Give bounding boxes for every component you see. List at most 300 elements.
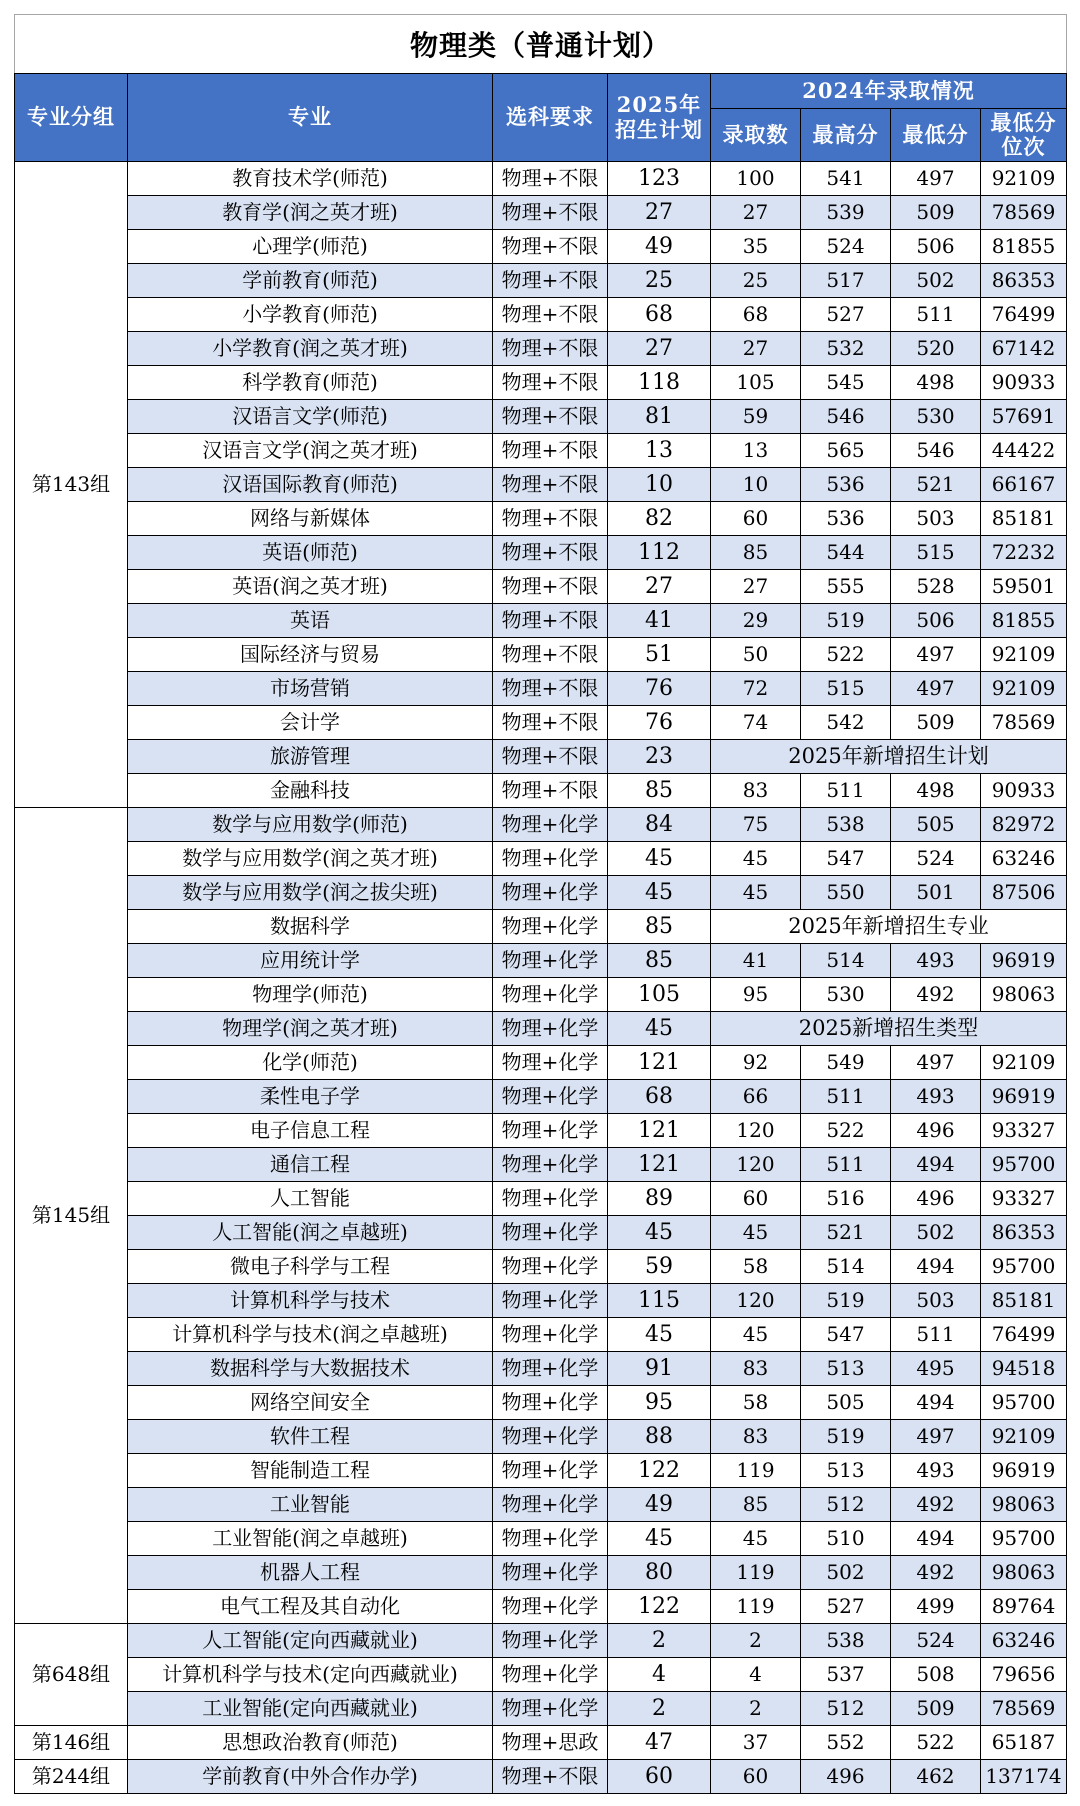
header-plan-2025: 2025年 招生计划 [608,74,711,162]
subject-requirement-cell: 物理+不限 [493,434,608,468]
min-score-rank-cell: 94518 [981,1352,1067,1386]
major-cell: 应用统计学 [128,944,493,978]
plan-2025-cell: 82 [608,502,711,536]
admitted-count-cell: 60 [711,502,801,536]
min-score-cell: 505 [891,808,981,842]
admitted-count-cell: 27 [711,332,801,366]
plan-2025-cell: 49 [608,230,711,264]
subject-requirement-cell: 物理+化学 [493,1080,608,1114]
plan-2025-cell: 25 [608,264,711,298]
min-score-cell: 524 [891,842,981,876]
min-score-cell: 509 [891,706,981,740]
admitted-count-cell: 58 [711,1250,801,1284]
plan-2025-cell: 118 [608,366,711,400]
major-cell: 小学教育(润之英才班) [128,332,493,366]
plan-2025-cell: 59 [608,1250,711,1284]
min-score-rank-cell: 78569 [981,706,1067,740]
max-score-cell: 555 [801,570,891,604]
subject-requirement-cell: 物理+化学 [493,1692,608,1726]
subject-requirement-cell: 物理+化学 [493,1182,608,1216]
min-score-rank-cell: 66167 [981,468,1067,502]
header-major: 专业 [128,74,493,162]
major-cell: 教育学(润之英才班) [128,196,493,230]
min-score-cell: 524 [891,1624,981,1658]
header-min-score: 最低分 [891,109,981,162]
subject-requirement-cell: 物理+不限 [493,604,608,638]
subject-requirement-cell: 物理+化学 [493,1284,608,1318]
subject-requirement-cell: 物理+化学 [493,1488,608,1522]
plan-2025-cell: 45 [608,1318,711,1352]
admitted-count-cell: 83 [711,774,801,808]
admitted-count-cell: 27 [711,570,801,604]
max-score-cell: 517 [801,264,891,298]
min-score-rank-cell: 65187 [981,1726,1067,1760]
min-score-rank-cell: 87506 [981,876,1067,910]
group-cell: 第143组 [15,162,128,808]
min-score-cell: 498 [891,774,981,808]
min-score-cell: 528 [891,570,981,604]
max-score-cell: 496 [801,1760,891,1794]
major-cell: 软件工程 [128,1420,493,1454]
min-score-cell: 494 [891,1522,981,1556]
min-score-rank-cell: 95700 [981,1386,1067,1420]
max-score-cell: 515 [801,672,891,706]
min-score-cell: 506 [891,230,981,264]
min-score-rank-cell: 67142 [981,332,1067,366]
plan-2025-cell: 121 [608,1114,711,1148]
major-cell: 小学教育(师范) [128,298,493,332]
note-cell: 2025年新增招生计划 [711,740,1067,774]
min-score-rank-cell: 89764 [981,1590,1067,1624]
subject-requirement-cell: 物理+化学 [493,842,608,876]
plan-2025-cell: 68 [608,298,711,332]
subject-requirement-cell: 物理+不限 [493,196,608,230]
major-cell: 汉语言文学(师范) [128,400,493,434]
major-cell: 汉语国际教育(师范) [128,468,493,502]
max-score-cell: 552 [801,1726,891,1760]
min-score-cell: 506 [891,604,981,638]
admitted-count-cell: 92 [711,1046,801,1080]
min-score-rank-cell: 95700 [981,1522,1067,1556]
admitted-count-cell: 41 [711,944,801,978]
max-score-cell: 536 [801,468,891,502]
major-cell: 英语(师范) [128,536,493,570]
min-score-cell: 497 [891,672,981,706]
max-score-cell: 512 [801,1488,891,1522]
header-subject-requirement: 选科要求 [493,74,608,162]
min-score-cell: 502 [891,1216,981,1250]
max-score-cell: 511 [801,774,891,808]
max-score-cell: 547 [801,842,891,876]
min-score-rank-cell: 92109 [981,672,1067,706]
plan-2025-cell: 2 [608,1692,711,1726]
admitted-count-cell: 119 [711,1556,801,1590]
note-cell: 2025新增招生类型 [711,1012,1067,1046]
max-score-cell: 516 [801,1182,891,1216]
major-cell: 数学与应用数学(润之英才班) [128,842,493,876]
max-score-cell: 511 [801,1148,891,1182]
plan-2025-cell: 81 [608,400,711,434]
min-score-rank-cell: 86353 [981,264,1067,298]
min-score-rank-cell: 86353 [981,1216,1067,1250]
max-score-cell: 527 [801,298,891,332]
major-cell: 通信工程 [128,1148,493,1182]
major-cell: 数学与应用数学(润之拔尖班) [128,876,493,910]
header-max-score: 最高分 [801,109,891,162]
min-score-rank-cell: 81855 [981,230,1067,264]
subject-requirement-cell: 物理+化学 [493,1386,608,1420]
major-cell: 思想政治教育(师范) [128,1726,493,1760]
plan-2025-cell: 89 [608,1182,711,1216]
admitted-count-cell: 120 [711,1148,801,1182]
major-cell: 汉语言文学(润之英才班) [128,434,493,468]
min-score-cell: 511 [891,1318,981,1352]
admitted-count-cell: 74 [711,706,801,740]
plan-2025-cell: 122 [608,1590,711,1624]
min-score-rank-cell: 57691 [981,400,1067,434]
plan-2025-cell: 68 [608,1080,711,1114]
admitted-count-cell: 85 [711,1488,801,1522]
min-score-rank-cell: 95700 [981,1250,1067,1284]
admitted-count-cell: 58 [711,1386,801,1420]
admitted-count-cell: 68 [711,298,801,332]
min-score-rank-cell: 78569 [981,1692,1067,1726]
plan-2025-cell: 88 [608,1420,711,1454]
max-score-cell: 514 [801,944,891,978]
subject-requirement-cell: 物理+思政 [493,1726,608,1760]
major-cell: 计算机科学与技术 [128,1284,493,1318]
subject-requirement-cell: 物理+化学 [493,1012,608,1046]
min-score-rank-cell: 92109 [981,1046,1067,1080]
major-cell: 物理学(润之英才班) [128,1012,493,1046]
plan-2025-cell: 45 [608,842,711,876]
max-score-cell: 546 [801,400,891,434]
subject-requirement-cell: 物理+化学 [493,944,608,978]
max-score-cell: 527 [801,1590,891,1624]
plan-2025-cell: 95 [608,1386,711,1420]
subject-requirement-cell: 物理+不限 [493,706,608,740]
min-score-cell: 492 [891,1488,981,1522]
plan-2025-cell: 4 [608,1658,711,1692]
subject-requirement-cell: 物理+化学 [493,978,608,1012]
max-score-cell: 519 [801,604,891,638]
note-cell: 2025年新增招生专业 [711,910,1067,944]
major-cell: 英语(润之英才班) [128,570,493,604]
min-score-cell: 546 [891,434,981,468]
min-score-rank-cell: 96919 [981,944,1067,978]
major-cell: 柔性电子学 [128,1080,493,1114]
max-score-cell: 542 [801,706,891,740]
major-cell: 计算机科学与技术(润之卓越班) [128,1318,493,1352]
admitted-count-cell: 95 [711,978,801,1012]
subject-requirement-cell: 物理+化学 [493,1148,608,1182]
max-score-cell: 538 [801,1624,891,1658]
max-score-cell: 544 [801,536,891,570]
major-cell: 工业智能 [128,1488,493,1522]
page-title: 物理类（普通计划） [14,14,1067,73]
major-cell: 工业智能(润之卓越班) [128,1522,493,1556]
major-cell: 金融科技 [128,774,493,808]
max-score-cell: 505 [801,1386,891,1420]
min-score-cell: 494 [891,1148,981,1182]
major-cell: 人工智能(定向西藏就业) [128,1624,493,1658]
admitted-count-cell: 13 [711,434,801,468]
min-score-cell: 494 [891,1386,981,1420]
plan-2025-cell: 121 [608,1046,711,1080]
min-score-rank-cell: 79656 [981,1658,1067,1692]
admitted-count-cell: 10 [711,468,801,502]
major-cell: 市场营销 [128,672,493,706]
min-score-cell: 496 [891,1182,981,1216]
min-score-cell: 494 [891,1250,981,1284]
subject-requirement-cell: 物理+化学 [493,1590,608,1624]
subject-requirement-cell: 物理+不限 [493,298,608,332]
admitted-count-cell: 50 [711,638,801,672]
min-score-cell: 503 [891,1284,981,1318]
plan-2025-cell: 49 [608,1488,711,1522]
admitted-count-cell: 2 [711,1692,801,1726]
major-cell: 电子信息工程 [128,1114,493,1148]
max-score-cell: 519 [801,1284,891,1318]
plan-2025-cell: 45 [608,876,711,910]
min-score-rank-cell: 85181 [981,1284,1067,1318]
admitted-count-cell: 72 [711,672,801,706]
max-score-cell: 524 [801,230,891,264]
admitted-count-cell: 45 [711,1216,801,1250]
header-admission-2024: 2024年录取情况 [711,74,1067,109]
plan-2025-cell: 2 [608,1624,711,1658]
plan-2025-cell: 85 [608,944,711,978]
min-score-rank-cell: 44422 [981,434,1067,468]
major-cell: 会计学 [128,706,493,740]
plan-2025-cell: 122 [608,1454,711,1488]
plan-2025-cell: 51 [608,638,711,672]
subject-requirement-cell: 物理+化学 [493,1114,608,1148]
admitted-count-cell: 100 [711,162,801,196]
max-score-cell: 514 [801,1250,891,1284]
plan-2025-cell: 27 [608,196,711,230]
major-cell: 化学(师范) [128,1046,493,1080]
max-score-cell: 545 [801,366,891,400]
major-cell: 旅游管理 [128,740,493,774]
major-cell: 国际经济与贸易 [128,638,493,672]
min-score-rank-cell: 92109 [981,162,1067,196]
plan-2025-cell: 123 [608,162,711,196]
max-score-cell: 530 [801,978,891,1012]
subject-requirement-cell: 物理+不限 [493,264,608,298]
min-score-rank-cell: 90933 [981,774,1067,808]
plan-2025-cell: 60 [608,1760,711,1794]
subject-requirement-cell: 物理+不限 [493,740,608,774]
subject-requirement-cell: 物理+不限 [493,536,608,570]
min-score-cell: 495 [891,1352,981,1386]
plan-2025-cell: 23 [608,740,711,774]
max-score-cell: 532 [801,332,891,366]
min-score-cell: 493 [891,1080,981,1114]
plan-2025-cell: 47 [608,1726,711,1760]
min-score-cell: 530 [891,400,981,434]
min-score-rank-cell: 81855 [981,604,1067,638]
admitted-count-cell: 75 [711,808,801,842]
admitted-count-cell: 119 [711,1454,801,1488]
group-cell: 第244组 [15,1760,128,1794]
admitted-count-cell: 35 [711,230,801,264]
max-score-cell: 522 [801,1114,891,1148]
major-cell: 数据科学 [128,910,493,944]
subject-requirement-cell: 物理+不限 [493,638,608,672]
major-cell: 人工智能(润之卓越班) [128,1216,493,1250]
plan-2025-cell: 27 [608,570,711,604]
min-score-cell: 509 [891,1692,981,1726]
admitted-count-cell: 60 [711,1182,801,1216]
min-score-rank-cell: 78569 [981,196,1067,230]
admitted-count-cell: 4 [711,1658,801,1692]
admitted-count-cell: 29 [711,604,801,638]
subject-requirement-cell: 物理+化学 [493,876,608,910]
major-cell: 数据科学与大数据技术 [128,1352,493,1386]
header-admitted-count: 录取数 [711,109,801,162]
subject-requirement-cell: 物理+化学 [493,1420,608,1454]
admitted-count-cell: 83 [711,1420,801,1454]
subject-requirement-cell: 物理+不限 [493,502,608,536]
plan-2025-cell: 45 [608,1012,711,1046]
admitted-count-cell: 37 [711,1726,801,1760]
plan-2025-cell: 115 [608,1284,711,1318]
max-score-cell: 519 [801,1420,891,1454]
admitted-count-cell: 59 [711,400,801,434]
min-score-cell: 497 [891,1420,981,1454]
plan-2025-cell: 10 [608,468,711,502]
major-cell: 英语 [128,604,493,638]
major-cell: 智能制造工程 [128,1454,493,1488]
admitted-count-cell: 45 [711,1522,801,1556]
major-cell: 计算机科学与技术(定向西藏就业) [128,1658,493,1692]
plan-2025-cell: 112 [608,536,711,570]
admitted-count-cell: 27 [711,196,801,230]
min-score-cell: 497 [891,162,981,196]
max-score-cell: 510 [801,1522,891,1556]
subject-requirement-cell: 物理+不限 [493,230,608,264]
plan-2025-cell: 41 [608,604,711,638]
min-score-cell: 503 [891,502,981,536]
max-score-cell: 565 [801,434,891,468]
group-cell: 第648组 [15,1624,128,1726]
plan-2025-cell: 45 [608,1216,711,1250]
admitted-count-cell: 45 [711,842,801,876]
min-score-rank-cell: 82972 [981,808,1067,842]
admitted-count-cell: 105 [711,366,801,400]
subject-requirement-cell: 物理+不限 [493,162,608,196]
subject-requirement-cell: 物理+不限 [493,332,608,366]
max-score-cell: 522 [801,638,891,672]
max-score-cell: 537 [801,1658,891,1692]
min-score-rank-cell: 76499 [981,1318,1067,1352]
subject-requirement-cell: 物理+不限 [493,570,608,604]
plan-2025-cell: 121 [608,1148,711,1182]
min-score-rank-cell: 76499 [981,298,1067,332]
min-score-rank-cell: 93327 [981,1114,1067,1148]
plan-2025-cell: 84 [608,808,711,842]
admitted-count-cell: 120 [711,1284,801,1318]
subject-requirement-cell: 物理+化学 [493,1216,608,1250]
max-score-cell: 513 [801,1352,891,1386]
min-score-rank-cell: 63246 [981,842,1067,876]
major-cell: 学前教育(中外合作办学) [128,1760,493,1794]
admitted-count-cell: 45 [711,1318,801,1352]
min-score-cell: 492 [891,978,981,1012]
plan-2025-cell: 76 [608,672,711,706]
group-cell: 第146组 [15,1726,128,1760]
admitted-count-cell: 2 [711,1624,801,1658]
subject-requirement-cell: 物理+化学 [493,1250,608,1284]
subject-requirement-cell: 物理+不限 [493,366,608,400]
subject-requirement-cell: 物理+化学 [493,1624,608,1658]
admitted-count-cell: 45 [711,876,801,910]
max-score-cell: 513 [801,1454,891,1488]
min-score-rank-cell: 59501 [981,570,1067,604]
min-score-rank-cell: 95700 [981,1148,1067,1182]
max-score-cell: 539 [801,196,891,230]
subject-requirement-cell: 物理+化学 [493,1352,608,1386]
subject-requirement-cell: 物理+化学 [493,910,608,944]
plan-2025-cell: 91 [608,1352,711,1386]
major-cell: 机器人工程 [128,1556,493,1590]
min-score-cell: 509 [891,196,981,230]
plan-2025-cell: 45 [608,1522,711,1556]
min-score-rank-cell: 63246 [981,1624,1067,1658]
header-min-score-rank: 最低分 位次 [981,109,1067,162]
min-score-rank-cell: 92109 [981,1420,1067,1454]
plan-2025-cell: 76 [608,706,711,740]
subject-requirement-cell: 物理+不限 [493,1760,608,1794]
subject-requirement-cell: 物理+化学 [493,1658,608,1692]
max-score-cell: 547 [801,1318,891,1352]
subject-requirement-cell: 物理+不限 [493,400,608,434]
plan-2025-cell: 85 [608,910,711,944]
major-cell: 学前教育(师范) [128,264,493,298]
min-score-cell: 522 [891,1726,981,1760]
min-score-rank-cell: 90933 [981,366,1067,400]
major-cell: 物理学(师范) [128,978,493,1012]
min-score-rank-cell: 137174 [981,1760,1067,1794]
min-score-cell: 492 [891,1556,981,1590]
admitted-count-cell: 119 [711,1590,801,1624]
min-score-cell: 498 [891,366,981,400]
major-cell: 科学教育(师范) [128,366,493,400]
admission-table [14,73,1067,1794]
subject-requirement-cell: 物理+化学 [493,1556,608,1590]
min-score-rank-cell: 98063 [981,1556,1067,1590]
min-score-cell: 521 [891,468,981,502]
admitted-count-cell: 60 [711,1760,801,1794]
min-score-cell: 493 [891,944,981,978]
min-score-rank-cell: 96919 [981,1080,1067,1114]
max-score-cell: 541 [801,162,891,196]
subject-requirement-cell: 物理+不限 [493,774,608,808]
min-score-cell: 511 [891,298,981,332]
min-score-cell: 515 [891,536,981,570]
subject-requirement-cell: 物理+不限 [493,672,608,706]
max-score-cell: 512 [801,1692,891,1726]
admitted-count-cell: 83 [711,1352,801,1386]
major-cell: 微电子科学与工程 [128,1250,493,1284]
min-score-cell: 502 [891,264,981,298]
min-score-cell: 496 [891,1114,981,1148]
subject-requirement-cell: 物理+化学 [493,1522,608,1556]
min-score-cell: 493 [891,1454,981,1488]
subject-requirement-cell: 物理+化学 [493,808,608,842]
min-score-rank-cell: 98063 [981,1488,1067,1522]
